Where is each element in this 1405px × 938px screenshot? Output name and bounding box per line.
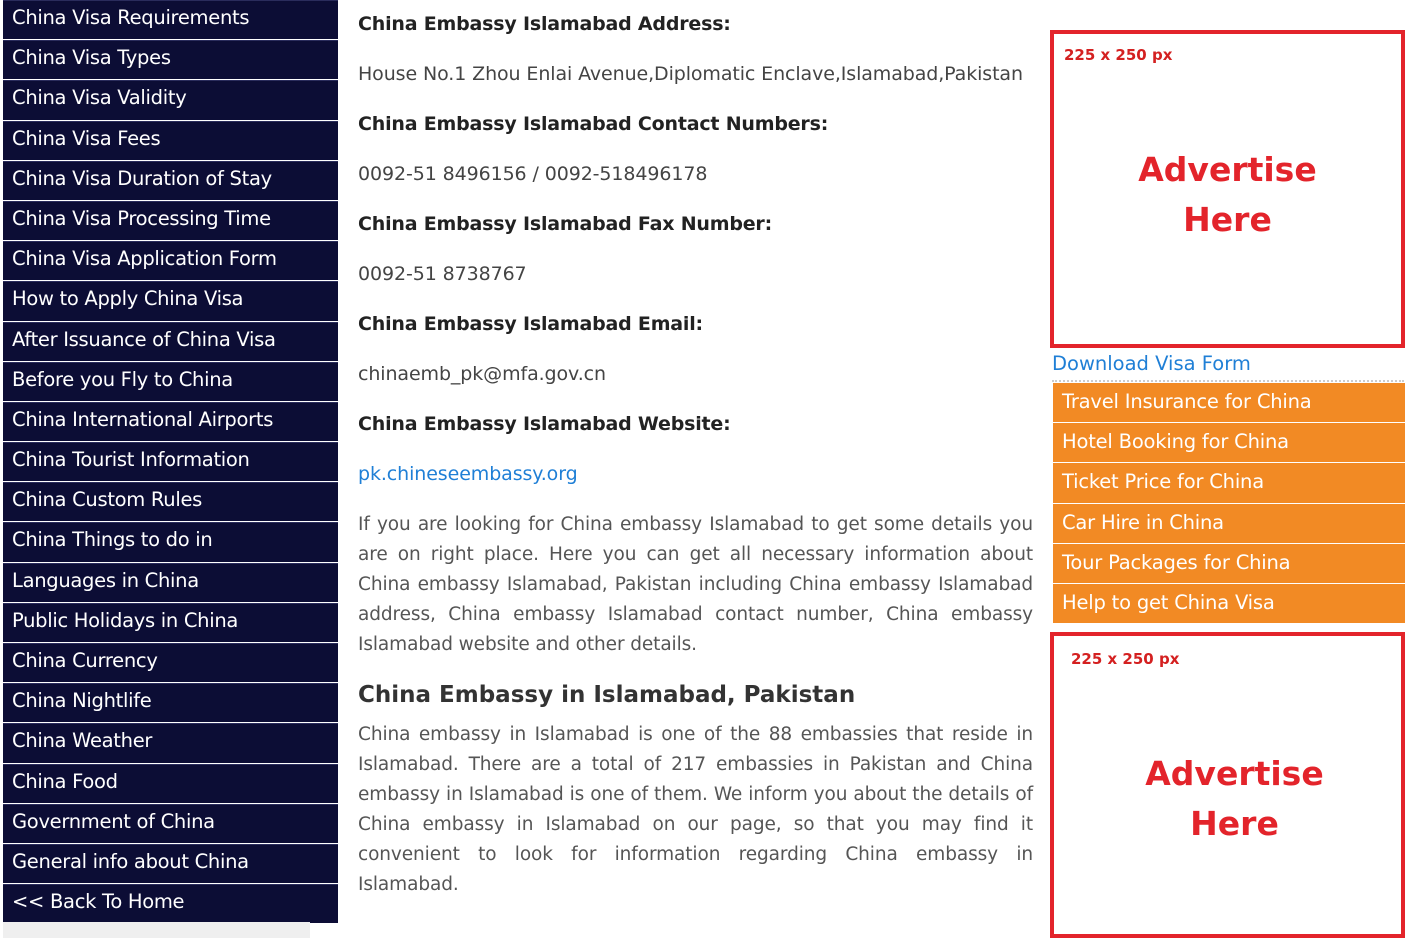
sidebar-footer-bar: [3, 922, 310, 938]
service-tour-packages[interactable]: Tour Packages for China: [1053, 544, 1405, 584]
sidebar-item-government[interactable]: Government of China: [3, 804, 338, 844]
sidebar-item-processing-time[interactable]: China Visa Processing Time: [3, 201, 338, 241]
sidebar-item-before-you-fly[interactable]: Before you Fly to China: [3, 362, 338, 402]
service-hotel-booking[interactable]: Hotel Booking for China: [1053, 423, 1405, 463]
address-value: House No.1 Zhou Enlai Avenue,Diplomatic Enclave,Islamabad,Pakistan: [358, 63, 1023, 85]
intro-paragraph: If you are looking for China embassy Islamabad to get some details you are on right place. Here you can get all necessary information about China embassy Islamabad, Pakistan including China embassy Islamabad address, China embassy Islamabad contact number, China embassy Islamabad website and other details.: [358, 514, 1033, 655]
sidebar-item-food[interactable]: China Food: [3, 764, 338, 804]
divider: [1052, 380, 1404, 382]
download-visa-form-link[interactable]: Download Visa Form: [1052, 352, 1251, 375]
ad-text-line2: Here: [1190, 804, 1279, 843]
sidebar-item-visa-types[interactable]: China Visa Types: [3, 40, 338, 80]
fax-value: 0092-51 8738767: [358, 263, 527, 285]
email-value: chinaemb_pk@mfa.gov.cn: [358, 363, 606, 385]
sidebar-item-visa-validity[interactable]: China Visa Validity: [3, 80, 338, 120]
service-ticket-price[interactable]: Ticket Price for China: [1053, 463, 1405, 503]
sidebar-item-things-to-do[interactable]: China Things to do in: [3, 522, 338, 562]
service-travel-insurance[interactable]: Travel Insurance for China: [1053, 383, 1405, 423]
address-label: China Embassy Islamabad Address:: [358, 13, 731, 35]
sidebar-item-application-form[interactable]: China Visa Application Form: [3, 241, 338, 281]
sidebar-item-custom-rules[interactable]: China Custom Rules: [3, 482, 338, 522]
sidebar-item-public-holidays[interactable]: Public Holidays in China: [3, 603, 338, 643]
sidebar-item-visa-requirements[interactable]: China Visa Requirements: [3, 0, 338, 40]
sidebar-item-languages[interactable]: Languages in China: [3, 563, 338, 603]
section-heading: China Embassy in Islamabad, Pakistan: [358, 682, 856, 708]
sidebar-item-how-to-apply[interactable]: How to Apply China Visa: [3, 281, 338, 321]
fax-label: China Embassy Islamabad Fax Number:: [358, 213, 772, 235]
services-nav: [1053, 383, 1405, 624]
ad-banner-bottom[interactable]: [1050, 632, 1405, 938]
ad-text-line2: Here: [1183, 200, 1272, 239]
ad-size-label: 225 x 250 px: [1071, 650, 1180, 668]
sidebar-item-international-airports[interactable]: China International Airports: [3, 402, 338, 442]
contact-value: 0092-51 8496156 / 0092-518496178: [358, 163, 708, 185]
email-label: China Embassy Islamabad Email:: [358, 313, 703, 335]
sidebar-item-back-to-home[interactable]: << Back To Home: [3, 884, 338, 924]
ad-text-line1: Advertise: [1145, 754, 1324, 793]
website-label: China Embassy Islamabad Website:: [358, 413, 731, 435]
sidebar-item-nightlife[interactable]: China Nightlife: [3, 683, 338, 723]
sidebar-item-duration-of-stay[interactable]: China Visa Duration of Stay: [3, 161, 338, 201]
section-paragraph: China embassy in Islamabad is one of the 88 embassies that reside in Islamabad. There are a total of 217 embassies in Pakistan and China embassy in Islamabad is one of them. We inform you about the details of China embassy in Islamabad on our page, so that you may find it convenient to look for information regarding China embassy in Islamabad.: [358, 724, 1033, 895]
sidebar-item-tourist-information[interactable]: China Tourist Information: [3, 442, 338, 482]
service-help-visa[interactable]: Help to get China Visa: [1053, 584, 1405, 624]
sidebar-item-currency[interactable]: China Currency: [3, 643, 338, 683]
sidebar-item-weather[interactable]: China Weather: [3, 723, 338, 763]
sidebar-nav: [3, 0, 338, 924]
ad-size-label: 225 x 250 px: [1064, 46, 1173, 64]
sidebar-item-after-issuance[interactable]: After Issuance of China Visa: [3, 322, 338, 362]
ad-text-line1: Advertise: [1138, 150, 1317, 189]
service-car-hire[interactable]: Car Hire in China: [1053, 504, 1405, 544]
contact-label: China Embassy Islamabad Contact Numbers:: [358, 113, 829, 135]
sidebar-item-general-info[interactable]: General info about China: [3, 844, 338, 884]
sidebar-item-visa-fees[interactable]: China Visa Fees: [3, 121, 338, 161]
ad-banner-top[interactable]: [1050, 30, 1405, 348]
website-link[interactable]: pk.chineseembassy.org: [358, 463, 578, 485]
